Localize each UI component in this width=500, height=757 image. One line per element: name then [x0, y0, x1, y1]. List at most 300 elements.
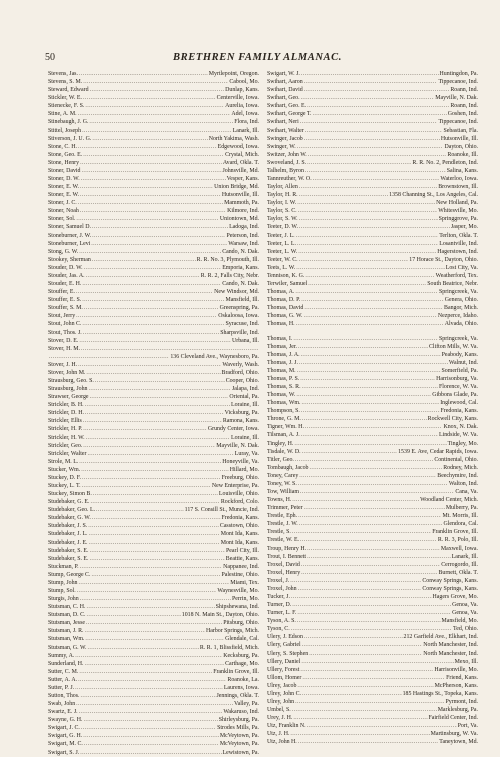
directory-entry [48, 320, 259, 328]
entry-name: Swihart, David [267, 87, 303, 94]
directory-entry [267, 512, 478, 520]
left-column [48, 70, 259, 757]
entry-place: McVeytown, Pa. [219, 741, 259, 748]
dot-leader [299, 191, 389, 199]
directory-entry [48, 684, 259, 692]
directory-entry [48, 118, 259, 126]
entry-name: Stoneburner, Levi [48, 240, 91, 247]
directory-entry [267, 207, 478, 215]
entry-name: Trout, I. Bennett [267, 553, 307, 560]
dot-leader [307, 159, 411, 167]
entry-place: Peterson, Ind. [226, 232, 259, 239]
dot-leader [82, 474, 221, 482]
entry-name: Stouder, D. W. [48, 264, 83, 271]
dot-leader [82, 127, 232, 135]
entry-place: Jasper, Mo. [450, 224, 478, 231]
entry-place: Oskaloosa, Iowa. [218, 313, 259, 320]
entry-name: Stoner, E. W. [48, 184, 80, 191]
entry-place: Kilmore, Ind. [227, 208, 259, 215]
directory-entry [267, 288, 478, 296]
entry-place: Gibbons Glade, Pa. [432, 392, 478, 399]
entry-name: Stout, Thos. J. [48, 329, 82, 336]
directory-entry [48, 611, 259, 619]
entry-place: Harbor Springs, Mich. [205, 628, 259, 635]
directory-entry [48, 135, 259, 143]
entry-place: Waverly, Wash. [222, 361, 259, 368]
entry-name: Tannreuther, W. O. [267, 176, 312, 183]
dot-leader [296, 264, 445, 272]
directory-entry [267, 335, 478, 343]
directory-entry [267, 633, 478, 641]
entry-name: Thomas, S. R. [267, 383, 301, 390]
entry-place: Franklin Grove, Ill. [213, 668, 259, 675]
dot-leader [302, 383, 438, 391]
entry-name: Stoneburner, J. W. [48, 232, 92, 239]
directory-entry [267, 102, 478, 110]
dot-leader [305, 272, 434, 280]
dot-leader [85, 102, 224, 110]
dot-leader [301, 351, 441, 359]
entry-name: Ullery, Forest [267, 666, 300, 673]
entry-place: Whitesville, Mo. [438, 208, 478, 215]
entry-place: Dayton, Ohio. [444, 143, 478, 150]
directory-columns [48, 70, 478, 757]
dot-leader [81, 175, 226, 183]
directory-entry [267, 706, 478, 714]
dot-leader [299, 520, 443, 528]
entry-place: Springgrove, Pa. [438, 216, 478, 223]
entry-place: Roanoke, La. [227, 676, 259, 683]
dot-leader [297, 199, 435, 207]
entry-name: Stevens, Jas. [48, 71, 78, 77]
directory-entry [267, 399, 478, 407]
entry-name: Steward, Edward [48, 87, 89, 94]
entry-name: Swinger, Jacob [267, 135, 303, 142]
entry-place: Jalapa, Ind. [232, 386, 259, 393]
entry-place: Cana, Va. [455, 488, 478, 495]
dot-leader [304, 78, 438, 86]
entry-place: Huntingdon, Pa. [439, 71, 478, 77]
entry-name: Taylor, Allen [267, 184, 298, 191]
entry-place: Carthage, Mo. [225, 660, 259, 667]
entry-name: Tucker, J. [267, 594, 290, 600]
entry-name: Trestle, S. [267, 529, 291, 536]
entry-name: Thomas, H. [267, 321, 295, 328]
entry-place: 212 Garfield Ave., Elkhart, Ind. [403, 634, 478, 641]
directory-entry [48, 207, 259, 215]
entry-place: Harrisonburg, Va. [436, 375, 478, 382]
entry-place: Fredonia, Kans. [440, 408, 478, 415]
entry-place: Casstown, Ohio. [219, 523, 259, 530]
entry-name: Thomas, J. J. [267, 359, 298, 366]
entry-name: Stout, John C. [48, 321, 82, 328]
entry-name: Utz, Franklin N. [267, 723, 306, 730]
entry-place: Waterloo, Iowa. [440, 176, 478, 183]
entry-name: Strole, M. L. [48, 458, 79, 465]
dot-leader [79, 458, 221, 466]
dot-leader [80, 183, 213, 191]
entry-place: 136 Cleveland Ave., Waynesboro, Pa. [170, 353, 259, 360]
entry-name: Thomas, A. [267, 289, 295, 296]
dot-leader [81, 724, 216, 732]
dot-leader [86, 272, 200, 280]
directory-entry [267, 488, 478, 496]
dot-leader [82, 280, 221, 288]
entry-name: Swihart, Aaron [267, 79, 303, 86]
directory-entry [267, 698, 478, 706]
entry-place: Flora, Ind. [234, 119, 259, 126]
entry-name: Ullom, Homer [267, 674, 302, 681]
directory-entry [48, 692, 259, 700]
dot-leader [300, 118, 438, 126]
dot-leader [301, 561, 440, 569]
dot-leader [296, 320, 444, 328]
entry-name: Toney, Carey [267, 472, 299, 479]
dot-leader [313, 175, 440, 183]
dot-leader [49, 353, 169, 361]
directory-entry [267, 383, 478, 391]
directory-entry [48, 296, 259, 304]
directory-entry [48, 749, 259, 757]
entry-place: Pyrmont, Ind. [445, 699, 478, 706]
entry-name: Stone, Geo. E. [48, 151, 83, 158]
dot-leader [80, 207, 226, 215]
entry-name: Teeter, L. W. [267, 248, 298, 255]
directory-entry [48, 232, 259, 240]
dot-leader [84, 304, 219, 312]
directory-entry [267, 143, 478, 151]
entry-name: Swayne, G. H. [48, 717, 83, 724]
entry-name: Stinebaugh, J. G. [48, 119, 89, 126]
entry-place: Shipshewana, Ind. [215, 604, 259, 611]
directory-entry [48, 280, 259, 288]
directory-entry [48, 337, 259, 345]
directory-entry [267, 191, 478, 199]
directory-entry [48, 143, 259, 151]
dot-leader [292, 706, 437, 714]
entry-name: Teeter, L. L. [267, 240, 296, 247]
directory-entry [48, 256, 259, 264]
entry-place: Vesper, Kans. [226, 176, 259, 183]
entry-place: New Enterprise, Pa. [211, 482, 259, 489]
directory-entry [48, 539, 259, 547]
dot-leader [89, 539, 220, 547]
entry-name: Tigner, Wm. H. [267, 424, 304, 431]
dot-leader [307, 102, 449, 110]
entry-name: Ulery, S. Stephen [267, 650, 309, 657]
entry-place: Palestine, Ohio. [221, 571, 259, 578]
entry-name: Stevens, S. M. [48, 79, 83, 86]
directory-entry [267, 118, 478, 126]
entry-name: Thomas, Wm. [267, 400, 301, 407]
entry-name: Troup, Henry H. [267, 545, 307, 552]
directory-entry [267, 304, 478, 312]
dot-leader [302, 690, 402, 698]
directory-entry [267, 375, 478, 383]
dot-leader [85, 409, 224, 417]
dot-leader [295, 698, 444, 706]
directory-entry [267, 94, 478, 102]
entry-name: Studebaker, Geo. L. [48, 507, 96, 514]
entry-place: Centerville, Iowa. [216, 95, 259, 102]
entry-name: Turner, D. [267, 602, 292, 609]
entry-place: Ted, Ohio. [453, 626, 478, 633]
directory-entry [48, 668, 259, 676]
entry-place: Wakaruso, Ind. [223, 709, 259, 716]
entry-place: Roann, Ind. [450, 103, 478, 110]
directory-entry [48, 353, 259, 361]
directory-entry [48, 240, 259, 248]
dot-leader [80, 563, 223, 571]
entry-name: Stump, John [48, 579, 78, 586]
directory-entry [267, 248, 478, 256]
dot-leader [81, 345, 258, 353]
dot-leader [80, 749, 221, 757]
dot-leader [90, 547, 225, 555]
dot-leader [76, 288, 213, 296]
entry-name: Switzer, John W. [267, 151, 307, 158]
directory-entry [267, 625, 478, 633]
entry-place: Hutsonville, Ill. [221, 192, 259, 199]
entry-name: Tyson, C. [267, 626, 290, 633]
entry-place: Cabool, Mo. [229, 79, 259, 86]
entry-name: Thomas, David [267, 305, 304, 312]
entry-name: Talhelm, Byron [267, 167, 304, 174]
entry-name: Thompson, S. [267, 408, 300, 415]
dot-leader [75, 652, 222, 660]
directory-entry [48, 603, 259, 611]
dot-leader [304, 633, 403, 641]
dot-leader [76, 312, 217, 320]
entry-name: Troxel, David [267, 561, 300, 568]
entry-place: Mulberry, Pa. [445, 505, 478, 512]
entry-place: Tippecanoe, Ind. [438, 119, 478, 126]
dot-leader [79, 337, 231, 345]
entry-place: R. R. No. 3, Plymouth, Ill. [196, 256, 259, 263]
directory-entry [267, 609, 478, 617]
entry-name: Teeter, D. W. [267, 224, 298, 231]
entry-place: Marklesburg, Pa. [437, 707, 478, 714]
dot-leader [292, 528, 431, 536]
directory-entry [267, 601, 478, 609]
entry-name: Strickler, D. H. [48, 410, 84, 417]
directory-entry [48, 555, 259, 563]
entry-name: Stone, C. H. [48, 143, 77, 150]
dot-leader [90, 498, 219, 506]
dot-leader [80, 191, 221, 199]
directory-entry [267, 472, 478, 480]
directory-entry [48, 740, 259, 748]
entry-place: Continental, Ohio. [434, 456, 478, 463]
entry-name: Tilsman, A. J. [267, 432, 300, 439]
entry-place: Crystal, Mich. [225, 151, 259, 158]
dot-leader [304, 504, 445, 512]
dot-leader [80, 159, 222, 167]
entry-place: Valley, Pa. [234, 701, 259, 708]
entry-place: Walton, Ind. [448, 480, 478, 487]
directory-entry [48, 434, 259, 442]
directory-entry [48, 102, 259, 110]
entry-name: Swihart, George T. [267, 111, 312, 118]
entry-place: Fredonia, Kans. [221, 515, 259, 522]
dot-leader [78, 361, 221, 369]
entry-place: Tippecanoe, Ind. [438, 79, 478, 86]
directory-entry [48, 183, 259, 191]
directory-entry [48, 264, 259, 272]
entry-name: Teets, L. W. [267, 264, 296, 271]
dot-leader [87, 450, 233, 458]
directory-entry [48, 345, 259, 353]
entry-place: Hagerstown, Ind. [437, 248, 478, 255]
entry-place: Florence, W. Va. [439, 383, 478, 390]
directory-entry [48, 110, 259, 118]
entry-place: Mayville, N. Dak. [216, 442, 259, 449]
directory-entry [267, 738, 478, 746]
entry-place: Lanark, Ill. [232, 127, 259, 134]
entry-name: Thomas, Jer. [267, 343, 297, 350]
directory-entry [267, 730, 478, 738]
entry-place: Sharpsville, Ind. [220, 329, 259, 336]
entry-place: Lanark, Ill. [451, 553, 478, 560]
entry-name: Stout, Jerry [48, 313, 76, 320]
entry-place: 17 Horace St., Dayton, Ohio. [409, 256, 478, 263]
entry-name: Throne, G. M. [267, 416, 301, 423]
entry-name: Studebaker, S. E. [48, 547, 89, 554]
entry-name: Utz, John H. [267, 739, 297, 746]
dot-leader [86, 619, 222, 627]
directory-entry [48, 127, 259, 135]
entry-name: Stookey, Sherman [48, 256, 91, 263]
entry-place: Union Bridge, Md. [214, 184, 259, 191]
directory-entry [48, 94, 259, 102]
entry-name: Thomas, J. A. [267, 351, 300, 358]
dot-leader [91, 571, 220, 579]
directory-entry [48, 466, 259, 474]
entry-place: Franklin Grove, Ill. [432, 529, 478, 536]
directory-entry [48, 571, 259, 579]
dot-leader [85, 401, 230, 409]
entry-name: Toney, W. S. [267, 480, 297, 487]
directory-entry [48, 522, 259, 530]
entry-name: Stover, H. M. [48, 345, 80, 352]
entry-place: Johnsville, Md. [222, 167, 259, 174]
entry-place: Peabody, Kans. [441, 351, 478, 358]
dot-leader [84, 716, 218, 724]
entry-name: Stuckey, D. F. [48, 474, 82, 481]
entry-place: Tingley, Mo. [447, 440, 478, 447]
directory-entry [267, 183, 478, 191]
entry-place: Bangor, Mich. [444, 305, 478, 312]
directory-entry [267, 343, 478, 351]
directory-entry [267, 553, 478, 561]
directory-entry [267, 585, 478, 593]
dot-leader [290, 577, 421, 585]
entry-name: Terwiler, Samuel [267, 281, 308, 288]
entry-name: Ullery, Daniel [267, 658, 301, 665]
entry-place: South Beatrice, Nebr. [427, 281, 478, 288]
entry-place: Springcreek, Va. [439, 335, 478, 342]
entry-name: Studebaker, G. E. [48, 499, 90, 506]
dot-leader [299, 183, 437, 191]
dot-leader [302, 674, 445, 682]
entry-name: Studebaker, J. L. [48, 531, 88, 538]
entry-place: Mont Ida, Kans. [220, 531, 259, 538]
entry-place: Martinsburg, W. Va. [430, 731, 478, 738]
directory-entry [267, 658, 478, 666]
entry-place: Mansfield, Ill. [225, 297, 259, 304]
dot-leader [91, 240, 227, 248]
directory-entry [48, 490, 259, 498]
entry-name: Troxel, Henry [267, 569, 301, 576]
dot-leader [305, 127, 443, 135]
directory-entry [48, 652, 259, 660]
entry-name: Stouffer, E. S. [48, 297, 82, 304]
entry-place: Mansfield, Mo. [441, 618, 478, 625]
dot-leader [299, 472, 436, 480]
directory-entry [267, 407, 478, 415]
directory-entry [48, 506, 259, 514]
entry-place: Losantville, Ind. [439, 240, 478, 247]
entry-name: Stucker, Wm. [48, 466, 81, 473]
dot-leader [83, 94, 216, 102]
dot-leader [309, 464, 442, 472]
dot-leader [78, 199, 223, 207]
entry-name: Thomas, I. [267, 335, 293, 342]
directory-entry [267, 593, 478, 601]
entry-name: Stouffer, S. M. [48, 305, 83, 312]
page-header [45, 52, 470, 66]
directory-entry [267, 650, 478, 658]
dot-leader [305, 167, 446, 175]
dot-leader [301, 407, 440, 415]
entry-place: Mexo, Ill. [454, 658, 478, 665]
entry-name: Sturgis, John [48, 596, 79, 603]
entry-name: Stine, A. M. [48, 111, 77, 118]
entry-name: Teeter, J. L. [267, 232, 295, 239]
entry-name: Stienecke, F. S. [48, 103, 85, 110]
entry-place: Ladoga, Ind. [229, 224, 259, 231]
dot-leader [307, 545, 440, 553]
directory-entry [267, 175, 478, 183]
dot-leader [79, 668, 212, 676]
entry-place: R. R. 3, Polo, Ill. [437, 537, 478, 544]
dot-leader [81, 466, 228, 474]
entry-place: Glendale, Cal. [225, 636, 259, 643]
directory-entry [267, 714, 478, 722]
directory-entry [267, 135, 478, 143]
entry-place: 1358 Channing St., Los Angeles, Cal. [389, 192, 478, 199]
dot-leader [86, 611, 180, 619]
right-column [267, 70, 478, 757]
directory-entry [48, 708, 259, 716]
dot-leader [298, 480, 448, 488]
directory-entry [48, 595, 259, 603]
entry-place: Alvada, Ohio. [444, 321, 478, 328]
entry-place: Laurens, Iowa. [223, 684, 259, 691]
dot-leader [76, 215, 218, 223]
entry-place: Rodney, Mich. [443, 464, 478, 471]
directory-entry [48, 191, 259, 199]
directory-entry [267, 296, 478, 304]
dot-leader [92, 135, 207, 143]
directory-entry [48, 417, 259, 425]
entry-place: Louisville, Ohio. [218, 491, 259, 498]
directory-entry [48, 530, 259, 538]
entry-place: Lewistown, Pa. [222, 749, 259, 756]
dot-leader [83, 151, 224, 159]
dot-leader [298, 512, 441, 520]
entry-name: Stoner, D. W. [48, 176, 80, 183]
